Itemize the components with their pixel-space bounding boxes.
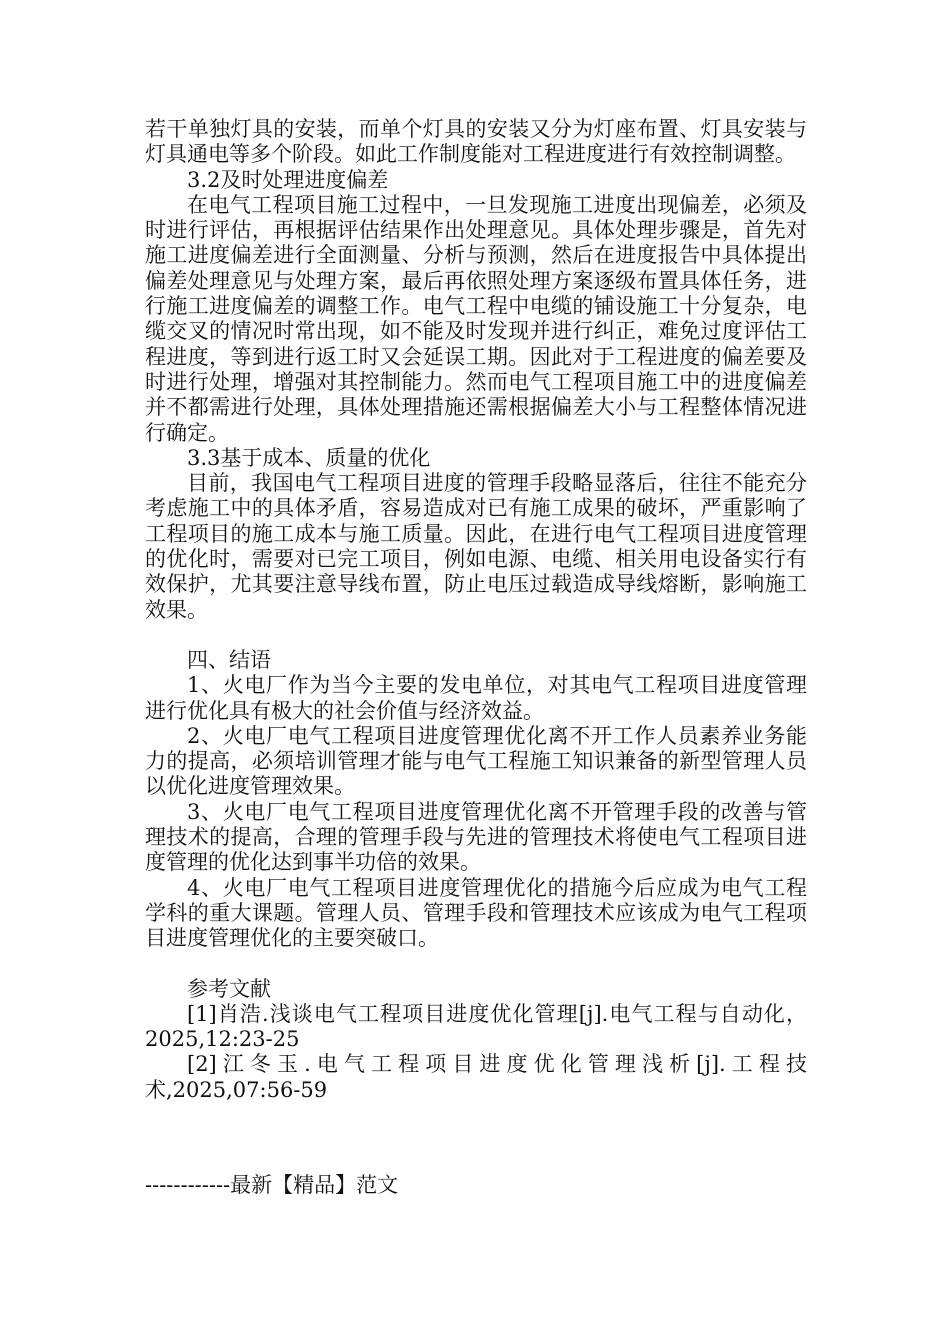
conclusion-item-2: 2、火电厂电气工程项目进度管理优化离不开工作人员素养业务能力的提高，必须培训管理才能与电气工程施工知识兼备的新型管理人员以优化进度管理效果。	[145, 723, 807, 799]
reference-1: [1]肖浩.浅谈电气工程项目进度优化管理[j].电气工程与自动化，2025,12:23-25	[145, 1001, 807, 1052]
section-3-2-paragraph: 在电气工程项目施工过程中，一旦发现施工进度出现偏差，必须及时进行评估，再根据评估结果作出处理意见。具体处理步骤是，首先对施工进度偏差进行全面测量、分析与预测，然后在进度报告中具体提出偏差处理意见与处理方案，最后再依照处理方案逐级布置具体任务，进行施工进度偏差的调整工作。电气工程中电缆的铺设施工十分复杂，电缆交叉的情况时常出现，如不能及时发现并进行纠正，难免过度评估工程进度，等到进行返工时又会延误工期。因此对于工程进度的偏差要及时进行处理，增强对其控制能力。然而电气工程项目施工中的进度偏差并不都需进行处理，具体处理措施还需根据偏差大小与工程整体情况进行确定。	[145, 192, 807, 445]
intro-paragraph: 若干单独灯具的安装，而单个灯具的安装又分为灯座布置、灯具安装与灯具通电等多个阶段。如此工作制度能对工程进度进行有效控制调整。	[145, 117, 807, 167]
conclusion-item-3: 3、火电厂电气工程项目进度管理优化离不开管理手段的改善与管理技术的提高，合理的管理手段与先进的管理技术将使电气工程项目进度管理的优化达到事半功倍的效果。	[145, 799, 807, 875]
references-heading: 参考文献	[187, 976, 271, 1001]
reference-2: [2]江冬玉.电气工程项目进度优化管理浅析[j].工程技术,2025,07:56-59	[145, 1052, 807, 1102]
spacer	[145, 952, 807, 977]
section-3-3-paragraph: 目前，我国电气工程项目进度的管理手段略显落后，往往不能充分考虑施工中的具体矛盾，容易造成对已有施工成果的破坏，严重影响了工程项目的施工成本与施工质量。因此，在进行电气工程项目进度管理的优化时，需要对已完工项目，例如电源、电缆、相关用电设备实行有效保护，尤其要注意导线布置，防止电压过载造成导线熔断，影响施工效果。	[145, 471, 807, 622]
spacer	[145, 623, 807, 648]
section-heading-3-3: 3.3基于成本、质量的优化	[187, 445, 431, 470]
conclusion-item-1: 1、火电厂作为当今主要的发电单位，对其电气工程项目进度管理进行优化具有极大的社会价值与经济效益。	[145, 673, 807, 723]
section-heading-3-2: 3.2及时处理进度偏差	[187, 167, 389, 192]
document-body	[145, 117, 807, 1103]
conclusion-item-4: 4、火电厂电气工程项目进度管理优化的措施今后应成为电气工程学科的重大课题。管理人员、管理手段和管理技术应该成为电气工程项目进度管理优化的主要突破口。	[145, 875, 807, 951]
conclusion-heading: 四、结语	[187, 647, 271, 672]
footer-label: ------------最新【精品】范文	[145, 1173, 399, 1197]
